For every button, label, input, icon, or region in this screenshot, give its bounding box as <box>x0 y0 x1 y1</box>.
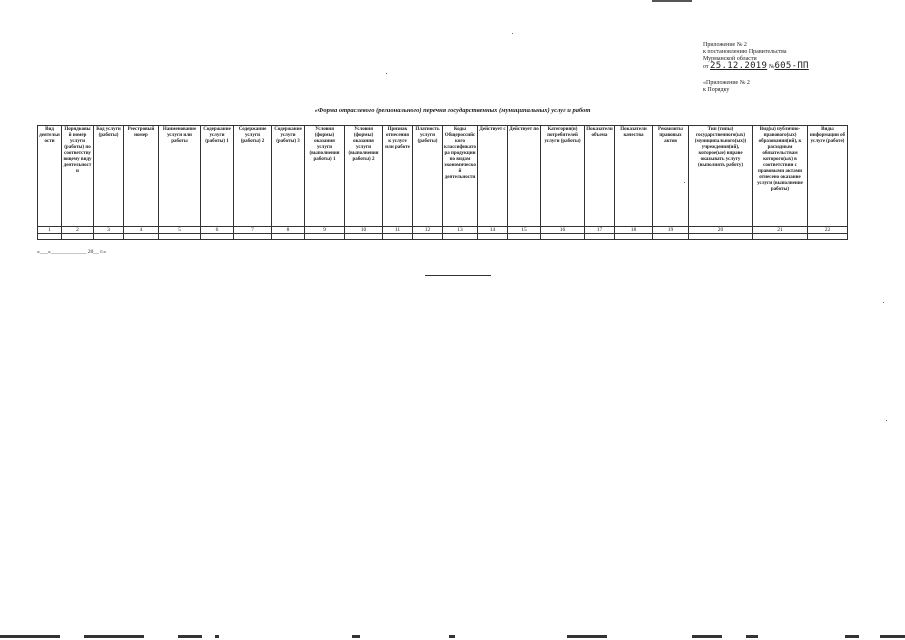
scan-speck <box>684 182 685 183</box>
approval-line-1: Приложение № 2 <box>703 42 747 48</box>
approval-stamp <box>703 42 893 94</box>
col-header: Виды информации об услуге (работе) <box>808 126 848 227</box>
col-header: Реестровый номер <box>124 126 159 227</box>
col-header: Показатели объема <box>585 126 615 227</box>
empty-cell <box>124 234 159 240</box>
approval-number-prefix: № <box>768 64 775 70</box>
empty-cell <box>615 234 653 240</box>
col-number: 19 <box>653 227 689 234</box>
approval-number: 605-ПП <box>774 61 809 71</box>
scan-edge-mark <box>845 635 859 638</box>
col-number: 9 <box>305 227 345 234</box>
approval-date-line <box>703 63 893 71</box>
empty-cell <box>201 234 234 240</box>
scan-edge-mark <box>652 0 692 2</box>
approval-date-prefix: от <box>703 64 709 70</box>
col-number: 1 <box>38 227 62 234</box>
col-number: 16 <box>541 227 585 234</box>
col-number: 17 <box>585 227 615 234</box>
col-header: Категория(и) потребителей услуги (работы) <box>541 126 585 227</box>
scan-edge-mark <box>352 635 360 638</box>
col-header: Содержание услуги (работы) 1 <box>201 126 234 227</box>
scan-edge-mark <box>0 635 60 638</box>
col-header: Показатели качества <box>615 126 653 227</box>
table-header-row <box>38 126 848 227</box>
col-number: 18 <box>615 227 653 234</box>
col-header: Код услуги (работы) <box>94 126 124 227</box>
scan-edge-mark <box>178 635 202 638</box>
empty-cell <box>62 234 94 240</box>
col-header: Тип (типы) государственного(ых) (муниципального(ых)) учреждения(ий), которое(ые) вправе оказывать услугу (выполнять работу) <box>689 126 753 227</box>
table-empty-row <box>38 234 848 240</box>
col-header: Порядковый номер услуги (работы) по соответствующему виду деятельности <box>62 126 94 227</box>
scan-edge-mark <box>692 635 722 638</box>
signature-date-line: «___»_____________ 20__ г.» <box>37 249 107 255</box>
col-header: Условия (формы) оказания услуги (выполнения работы) 1 <box>305 126 345 227</box>
col-header: Реквизиты правовых актов <box>653 126 689 227</box>
col-header: Содержание услуги (работы) 3 <box>272 126 305 227</box>
approval-line-2: к постановлению Правительства <box>703 49 787 55</box>
scan-edge-mark <box>746 635 758 638</box>
col-number: 7 <box>234 227 272 234</box>
empty-cell <box>272 234 305 240</box>
empty-cell <box>753 234 808 240</box>
col-header: Вид(ы) публично-правового(ых) образования(ий), к расходным обязательствам которого(ых) в соответствии с правовыми актами отнесено оказание услуги (выполнение работы) <box>753 126 808 227</box>
empty-cell <box>443 234 478 240</box>
col-number: 21 <box>753 227 808 234</box>
col-header: Платность услуги (работы) <box>413 126 443 227</box>
col-header: Коды Общероссийского классификатора продукции по видам экономической деятельности <box>443 126 478 227</box>
col-number: 14 <box>478 227 508 234</box>
scan-speck <box>886 420 887 421</box>
col-header: Содержание услуги (работы) 2 <box>234 126 272 227</box>
col-number: 22 <box>808 227 848 234</box>
col-number: 11 <box>383 227 413 234</box>
col-header: Действует по <box>508 126 541 227</box>
scan-speck <box>386 73 387 74</box>
scan-edge-mark <box>567 635 607 638</box>
document-title: «Форма отраслевого (регионального) перечня государственных (муниципальных) услуг и работ <box>314 107 591 114</box>
col-number: 20 <box>689 227 753 234</box>
scan-edge-mark <box>449 635 455 638</box>
col-number: 6 <box>201 227 234 234</box>
scan-speck <box>512 33 513 34</box>
empty-cell <box>585 234 615 240</box>
approval-line-5: «Приложение № 2 <box>703 80 750 86</box>
col-header: Вид деятельности <box>38 126 62 227</box>
col-header: Условия (формы) оказания услуги (выполнения работы) 2 <box>345 126 383 227</box>
empty-cell <box>541 234 585 240</box>
col-number: 15 <box>508 227 541 234</box>
approval-line-3: Мурманской области <box>703 56 757 62</box>
scan-edge-mark <box>215 635 219 638</box>
col-number: 10 <box>345 227 383 234</box>
col-number: 4 <box>124 227 159 234</box>
empty-cell <box>383 234 413 240</box>
empty-cell <box>653 234 689 240</box>
col-number: 8 <box>272 227 305 234</box>
services-list-table <box>37 125 848 240</box>
empty-cell <box>478 234 508 240</box>
empty-cell <box>305 234 345 240</box>
empty-cell <box>38 234 62 240</box>
scan-edge-mark <box>84 635 144 638</box>
scan-speck <box>883 302 884 303</box>
approval-line-6: к Порядку <box>703 87 730 93</box>
table-numbers-row <box>38 227 848 234</box>
empty-cell <box>94 234 124 240</box>
empty-cell <box>689 234 753 240</box>
scan-edge-mark <box>880 635 905 638</box>
col-number: 2 <box>62 227 94 234</box>
scan-bottom-edge <box>0 633 905 640</box>
empty-cell <box>508 234 541 240</box>
col-header: Признак отнесения к услуге или работе <box>383 126 413 227</box>
col-header: Действует с <box>478 126 508 227</box>
empty-cell <box>808 234 848 240</box>
approval-date: 25.12.2019 <box>710 61 768 71</box>
empty-cell <box>345 234 383 240</box>
empty-cell <box>234 234 272 240</box>
col-number: 12 <box>413 227 443 234</box>
separator-line <box>425 275 491 276</box>
empty-cell <box>159 234 201 240</box>
col-header: Наименование услуги или работы <box>159 126 201 227</box>
empty-cell <box>413 234 443 240</box>
col-number: 13 <box>443 227 478 234</box>
col-number: 3 <box>94 227 124 234</box>
col-number: 5 <box>159 227 201 234</box>
